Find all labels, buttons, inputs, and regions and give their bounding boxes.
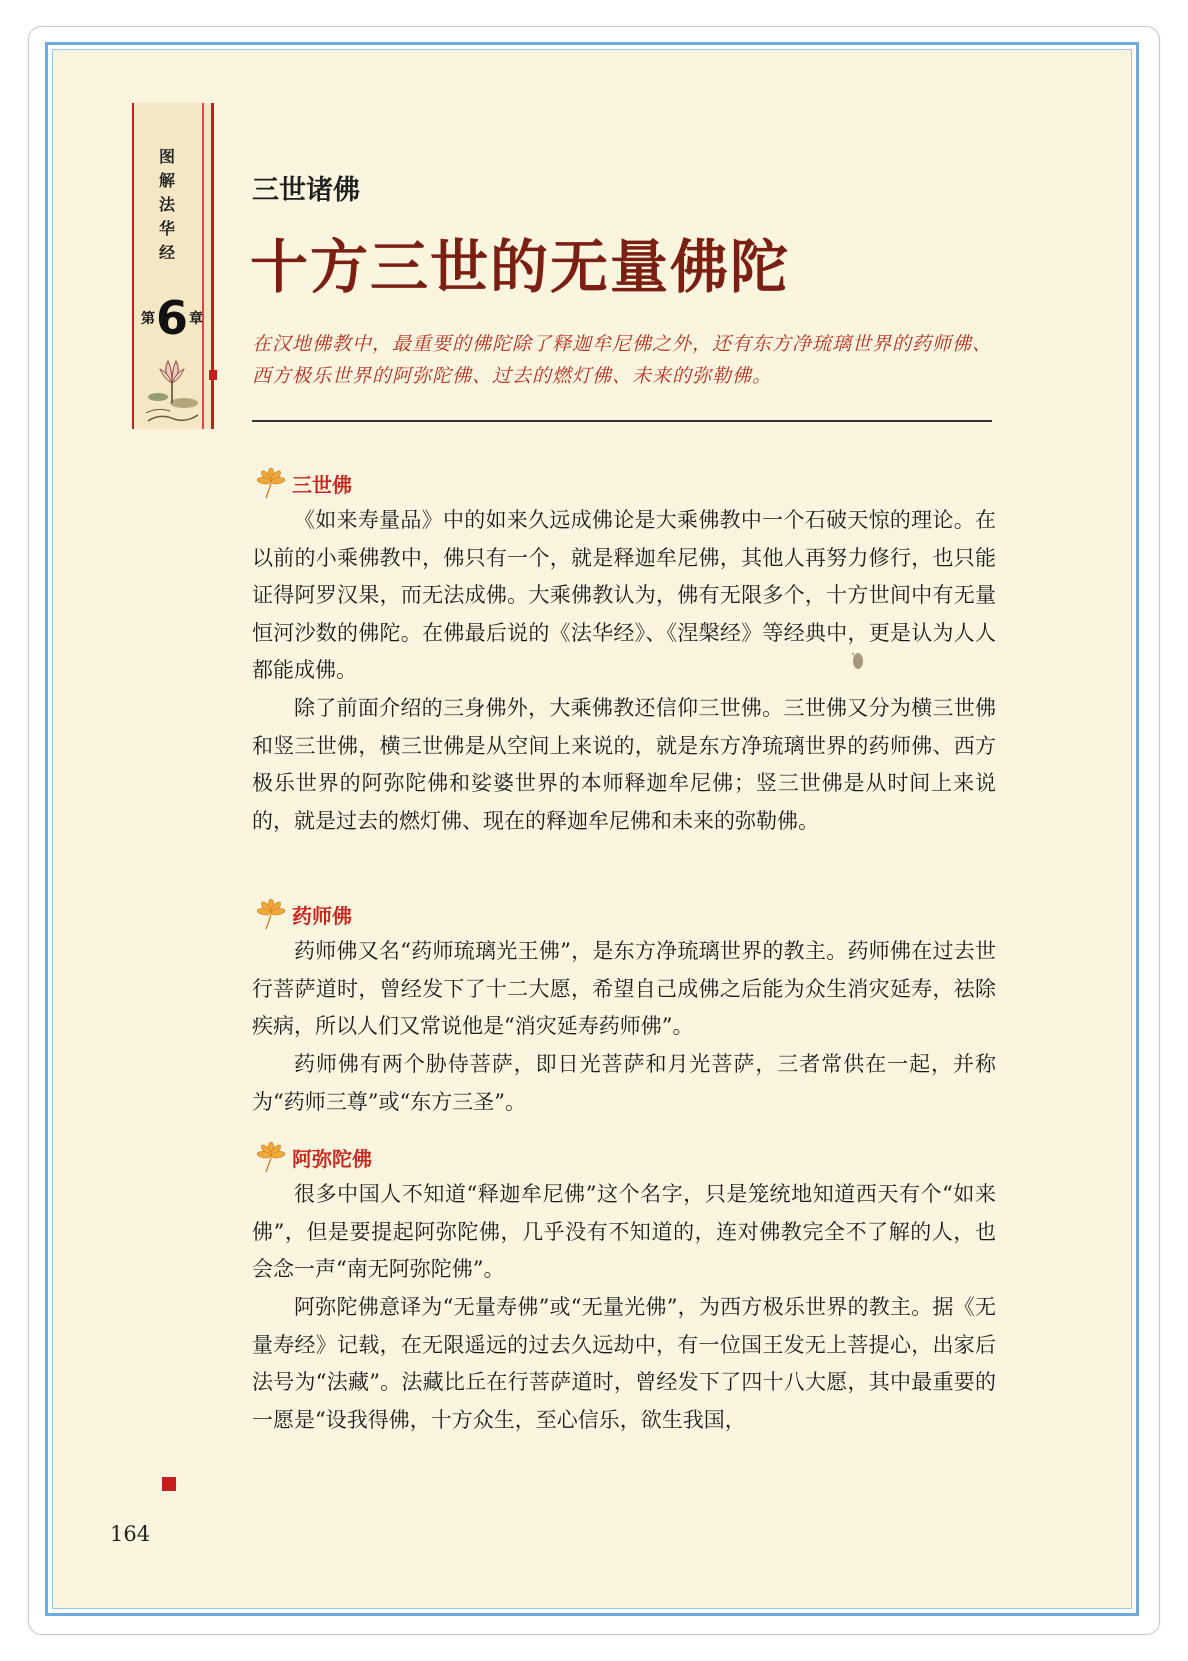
title-divider <box>252 420 992 422</box>
paragraph: 阿弥陀佛意译为“无量寿佛”或“无量光佛”，为西方极乐世界的教主。据《无量寿经》记载，在无限遥远的过去久远劫中，有一位国王发无上菩提心，出家后法号为“法藏”。法藏比丘在行菩萨道时，曾经发下了四十八大愿，其中最重要的一愿是“设我得佛，十方众生，至心信乐，欲生我国， <box>252 1295 996 1432</box>
section-heading-sanshifo <box>254 466 352 500</box>
lotus-icon <box>140 353 204 427</box>
chapter-prefix: 第 <box>140 311 155 327</box>
paragraph: 药师佛有两个胁侍菩萨，即日光菩萨和月光菩萨，三者常供在一起，并称为“药师三尊”或“东方三圣”。 <box>252 1052 996 1114</box>
paragraph: 药师佛又名“药师琉璃光王佛”，是东方净琉璃世界的教主。药师佛在过去世行菩萨道时，曾经发下了十二大愿，希望自己成佛之后能为众生消灾延寿，祛除疾病，所以人们又常说他是“消灾延寿药师佛”。 <box>252 939 996 1038</box>
section-heading-text: 阿弥陀佛 <box>292 1146 372 1171</box>
section-heading-text: 药师佛 <box>292 903 352 928</box>
flower-icon <box>254 1140 288 1174</box>
chapter-suffix: 章 <box>189 311 203 327</box>
page-number: 164 <box>110 1522 151 1546</box>
section-heading-yaoshifo <box>254 897 352 931</box>
ink-stain-icon <box>850 650 866 672</box>
paragraph: 除了前面介绍的三身佛外，大乘佛教还信仰三世佛。三世佛又分为横三世佛和竖三世佛，横三世佛是从空间上来说的，就是东方净琉璃世界的药师佛、西方极乐世界的阿弥陀佛和娑婆世界的本师释迦牟尼佛；竖三世佛是从时间上来说的，就是过去的燃灯佛、现在的释迦牟尼佛和未来的弥勒佛。 <box>252 696 996 833</box>
paragraph: 《如来寿量品》中的如来久远成佛论是大乘佛教中一个石破天惊的理论。在以前的小乘佛教中，佛只有一个，就是释迦牟尼佛，其他人再努力修行，也只能证得阿罗汉果，而无法成佛。大乘佛教认为，佛有无限多个，十方世间中有无量恒河沙数的佛陀。在佛最后说的《法华经》、《涅槃经》等经典中，更是认为人人都能成佛。 <box>252 508 996 682</box>
chapter-tab <box>132 103 214 429</box>
chapter-number: 6 <box>155 291 188 345</box>
book-title: 图解法华经 <box>158 147 175 262</box>
flower-icon <box>254 897 288 931</box>
flower-icon <box>254 466 288 500</box>
page-title: 十方三世的无量佛陀 <box>250 233 791 301</box>
paragraph: 很多中国人不知道“释迦牟尼佛”这个名字，只是笼统地知道西天有个“如来佛”，但是要提起阿弥陀佛，几乎没有不知道的，连对佛教完全不了解的人，也会念一声“南无阿弥陀佛”。 <box>252 1182 996 1281</box>
section-heading-text: 三世佛 <box>292 472 352 497</box>
chapter-label <box>138 293 206 343</box>
section-heading-amituofo <box>254 1140 372 1174</box>
corner-marker <box>162 1477 176 1491</box>
tab-red-border <box>211 103 214 429</box>
page-subtitle: 三世诸佛 <box>252 175 360 206</box>
tab-marker <box>209 370 217 380</box>
intro-text: 在汉地佛教中，最重要的佛陀除了释迦牟尼佛之外，还有东方净琉璃世界的药师佛、西方极乐世界的阿弥陀佛、过去的燃灯佛、未来的弥勒佛。 <box>252 333 993 387</box>
